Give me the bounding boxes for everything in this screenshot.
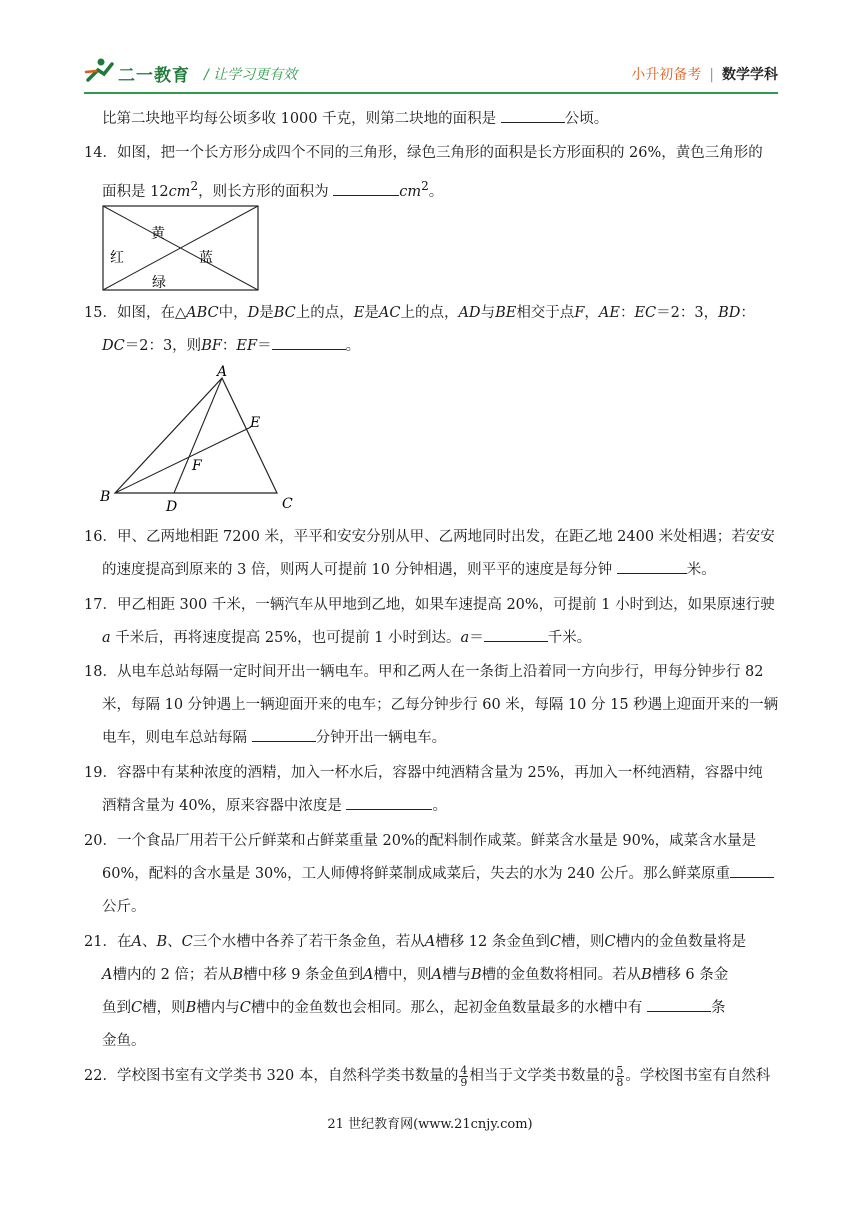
triangle-abc-figure [96,362,306,518]
question-number: 16． [84,529,117,545]
answer-blank [617,559,687,574]
fraction-5-8: $\frac{5}{8}$ [616,1063,624,1089]
question-number: 17． [84,597,117,613]
answer-blank [484,627,548,642]
runner-logo-icon [84,56,116,86]
point-label-a: A [217,364,228,380]
category-label: 小升初备考 [631,67,702,83]
question-13-continuation: 比第二块地平均每公顷多收 1000 千克，则第二块地的面积是 公顷。 [84,103,784,136]
page-footer: 21 世纪教育网(www.21cnjy.com) [327,1117,533,1132]
answer-blank [272,335,346,350]
header-right [631,64,778,84]
question-14: 14．如图，把一个长方形分成四个不同的三角形，绿色三角形的面积是长方形面积的 26%，黄色三角形的 面积是 $12cm^2$，则长方形的面积为 $cm^2$。 [84,145,763,200]
answer-blank [252,727,316,742]
question-15: 15．如图，在△ABC中，D是BC上的点，E是AC上的点，AD与BE相交于点F，AE：EC＝2：3，BD： DC＝2：3，则BF：EF＝ 。 [84,305,755,354]
question-18: 18．从电车总站每隔一定时间开出一辆电车。甲和乙两人在一条街上沿着同一方向步行，甲每分钟步行 82 米，每隔 10 分钟遇上一辆迎面开来的电车；乙每分钟步行 60 米，每隔 10 分 15 秒遇上迎面开来的一辆 电车，则电车总站每隔 分钟开出一辆电车。 [84,664,779,746]
label-blue: 蓝 [199,250,213,266]
point-label-b: B [100,489,111,505]
question-number: 20． [84,833,117,849]
question-number: 18． [84,664,117,680]
header-rule [84,92,778,94]
question-21: 21．在A、B、C三个水槽中各养了若干条金鱼，若从A槽移 12 条金鱼到C槽，则C槽内的金鱼数量将是 A槽内的 2 倍；若从B槽中移 9 条金鱼到A槽中，则A槽与B槽的金鱼数将相同。若从B槽移 6 条金 鱼到C槽，则B槽内与C槽中的金鱼数也会相同。那么，起初金鱼数量最多的水槽中有 条 金鱼。 [84,934,747,1049]
question-number: 22． [84,1068,117,1084]
page-header [84,56,778,90]
point-label-e: E [250,415,261,431]
label-red: 红 [110,250,124,266]
question-17: 17．甲乙相距 300 千米，一辆汽车从甲地到乙地，如果车速提高 20%，可提前 1 小时到达，如果原速行驶 a 千米后，再将速度提高 25%，也可提前 1 小时到达。a＝ 千米。 [84,597,775,646]
question-22: 22．学校图书室有文学类书 320 本，自然科学类书数量的 $\frac{4}{9}$ 相当于文学类书数量的 $\frac{5}{8}$ 。学校图书室有自然科 [84,1063,771,1089]
point-label-f: F [192,458,202,474]
label-yellow: 黄 [151,226,165,242]
question-number: 14． [84,145,117,161]
rectangle-triangles-figure [102,205,260,291]
question-number: 19． [84,765,117,781]
question-20: 20．一个食品厂用若干公斤鲜菜和占鲜菜重量 20%的配料制作咸菜。鲜菜含水量是 90%，咸菜含水量是 60%，配料的含水量是 30%，工人师傅将鲜菜制成咸菜后，失去的水为 240 公斤。那么鲜菜原重 公斤。 [84,825,784,924]
question-19: 19．容器中有某种浓度的酒精，加入一杯水后，容器中纯酒精含量为 25%，再加入一杯纯酒精，容器中纯 酒精含量为 40%，原来容器中浓度是 。 [84,765,763,814]
header-separator: | [709,67,714,83]
question-number: 21． [84,934,117,950]
fraction-4-9: $\frac{4}{9}$ [460,1063,468,1089]
question-number: 15． [84,305,117,321]
subject-label: 数学学科 [722,67,778,83]
question-16: 16．甲、乙两地相距 7200 米，平平和安安分别从甲、乙两地同时出发，在距乙地 2400 米处相遇；若安安 的速度提高到原来的 3 倍，则两人可提前 10 分钟相遇，则平平的速度是每分钟 米。 [84,529,775,578]
answer-blank [647,997,711,1012]
answer-blank [346,795,432,810]
point-label-d: D [166,499,178,515]
answer-blank [333,181,399,196]
label-green: 绿 [152,275,166,291]
answer-blank [501,108,565,123]
answer-blank [730,863,774,878]
logo-text: 二一教育 [118,66,190,86]
point-label-c: C [282,496,293,512]
slogan: / 让学习更有效 [204,67,298,83]
